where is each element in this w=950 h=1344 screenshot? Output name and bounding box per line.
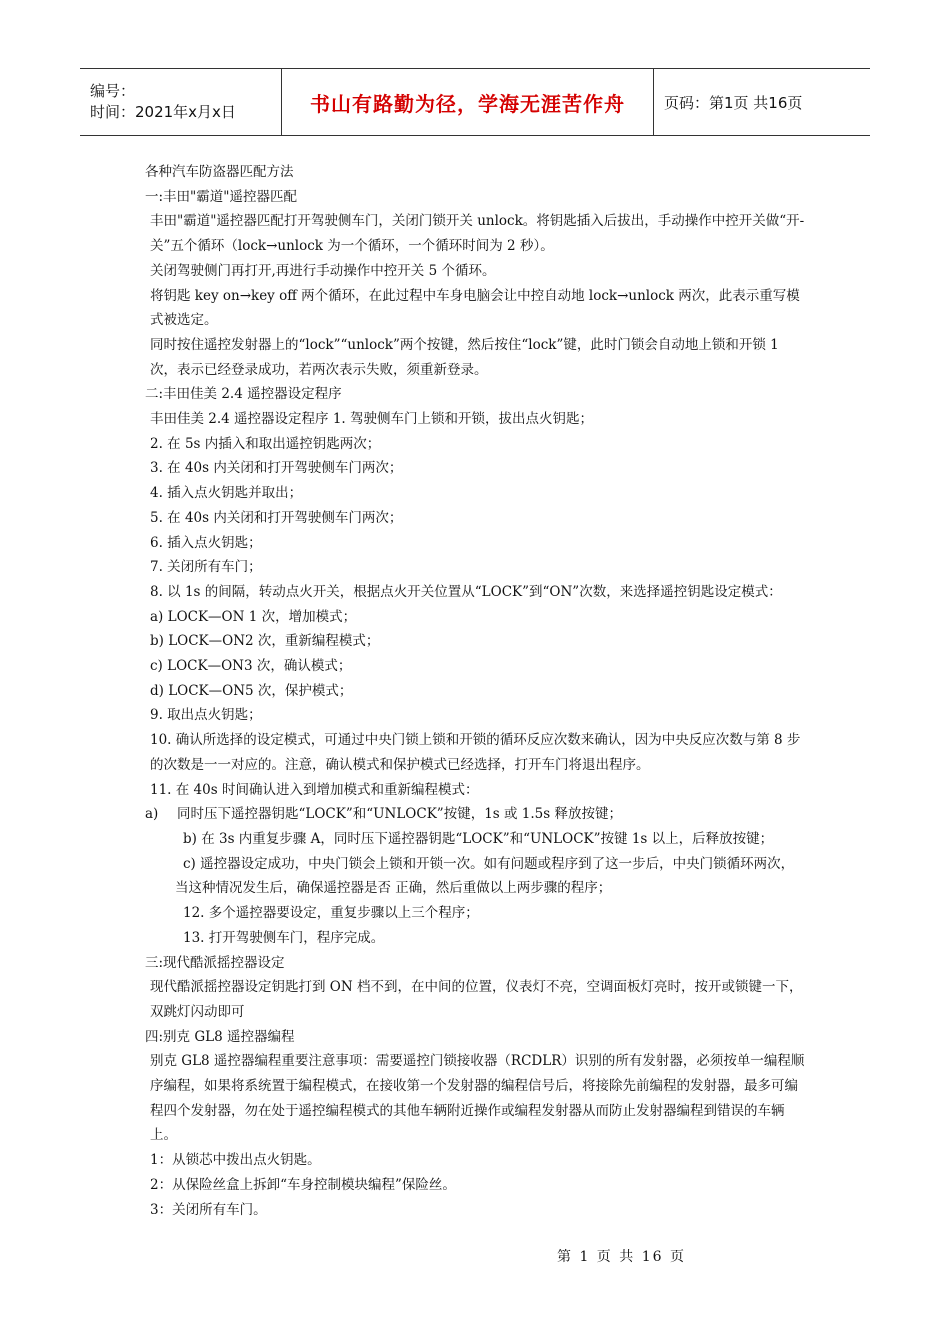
list-item: 12. 多个遥控器要设定，重复步骤以上三个程序； (183, 905, 479, 922)
list-item: 11. 在 40s 时间确认进入到增加模式和重新编程模式： (150, 781, 479, 798)
list-item-text: 同时压下遥控器钥匙“LOCK”和“UNLOCK”按键，1s 或 1.5s 释放按键； (177, 806, 622, 823)
paragraph: 丰田"霸道"遥控器匹配打开驾驶侧车门，关闭门锁开关 unlock。将钥匙插入后拔出，手动操作中控开关做“开-关”五个循环（lock→unlock 为一个循环，一个循环时间为 2 秒）。 (150, 213, 805, 255)
list-item: 8. 以 1s 的间隔，转动点火开关，根据点火开关位置从“LOCK”到“ON”次数，来选择遥控钥匙设定模式： (150, 583, 782, 600)
paragraph: 别克 GL8 遥控器编程重要注意事项：需要遥控门锁接收器（RCDLR）识别的所有发射器，必须按单一编程顺序编程，如果将系统置于编程模式，在接收第一个发射器的编程信号后，将接除先前编程的发射器，最多可编程四个发射器，勿在处于遥控编程模式的其他车辆附近操作或编程发射器从而防止发射器编程到错误的车辆上。 (150, 1053, 805, 1144)
section-heading: 四:别克 GL8 遥控器编程 (145, 1028, 295, 1045)
list-marker: a) (145, 806, 159, 823)
list-item: d) LOCK—ON5 次，保护模式； (150, 682, 353, 699)
paragraph: 关闭驾驶侧门再打开,再进行手动操作中控开关 5 个循环。 (150, 262, 496, 279)
date-label: 时间：2021年x月x日 (90, 103, 236, 121)
list-item: 5. 在 40s 内关闭和打开驾驶侧车门两次； (150, 509, 403, 526)
list-item: 6. 插入点火钥匙； (150, 534, 262, 551)
list-item: b) LOCK—ON2 次，重新编程模式； (150, 633, 380, 650)
list-item: 2：从保险丝盒上拆卸“车身控制模块编程”保险丝。 (150, 1176, 456, 1193)
page-footer: 第 1 页 共 16 页 (557, 1249, 686, 1265)
list-item: c) LOCK—ON3 次，确认模式； (150, 658, 352, 675)
list-item: 7. 关闭所有车门； (150, 559, 262, 576)
list-item: c) 遥控器设定成功，中央门锁会上锁和开锁一次。如有问题或程序到了这一步后，中央门锁循环两次，当这种情况发生后，确保遥控器是否 正确，然后重做以上两步骤的程序； (175, 855, 795, 897)
list-item: 3. 在 40s 内关闭和打开驾驶侧车门两次； (150, 460, 403, 477)
paragraph: 将钥匙 key on→key off 两个循环，在此过程中车身电脑会让中控自动地 lock→unlock 两次，此表示重写模式被选定。 (150, 287, 800, 329)
list-item: 13. 打开驾驶侧车门，程序完成。 (183, 929, 385, 946)
list-item: b) 在 3s 内重复步骤 A，同时压下遥控器钥匙“LOCK”和“UNLOCK”按键 1s 以上，后释放按键； (183, 830, 774, 847)
list-item: 9. 取出点火钥匙； (150, 707, 262, 724)
document-body (145, 160, 807, 1222)
paragraph: 同时按住遥控发射器上的“lock”“unlock”两个按键，然后按住“lock”键，此时门锁会自动地上锁和开锁 1 次，表示已经登录成功，若两次表示失败，须重新登录。 (150, 336, 779, 378)
list-item: 2. 在 5s 内插入和取出遥控钥匙两次； (150, 435, 381, 452)
header-motto-cell (282, 69, 654, 135)
motto: 书山有路勤为径，学海无涯苦作舟 (310, 91, 625, 116)
page-info: 页码：第1页 共16页 (664, 93, 803, 112)
list-item: 10. 确认所选择的设定模式，可通过中央门锁上锁和开锁的循环反应次数来确认，因为中央反应次数与第 8 步的次数是一一对应的。注意，确认模式和保护模式已经选择，打开车门将退出程序。 (150, 732, 801, 773)
serial-label: 编号： (90, 82, 136, 100)
section-heading: 二:丰田佳美 2.4 遥控器设定程序 (145, 386, 342, 403)
header-page-info (654, 69, 870, 135)
list-item: 1：从锁芯中拨出点火钥匙。 (150, 1152, 321, 1169)
list-item: a) LOCK—ON 1 次，增加模式； (150, 608, 357, 625)
paragraph: 现代酷派摇控器设定钥匙打到 ON 档不到，在中间的位置，仪表灯不亮，空调面板灯亮时，按开或锁键一下，双跳灯闪动即可 (150, 979, 803, 1020)
list-item: 3：关闭所有车门。 (150, 1201, 267, 1218)
section-heading: 一:丰田"霸道"遥控器匹配 (145, 188, 297, 205)
list-item (145, 802, 807, 827)
document-title: 各种汽车防盗器匹配方法 (145, 164, 294, 180)
list-item: 丰田佳美 2.4 遥控器设定程序 1. 驾驶侧车门上锁和开锁，拔出点火钥匙； (150, 411, 594, 428)
header-meta (80, 69, 282, 135)
section-heading: 三:现代酷派摇控器设定 (145, 954, 285, 971)
list-item: 4. 插入点火钥匙并取出； (150, 485, 303, 502)
page-header (80, 68, 870, 136)
